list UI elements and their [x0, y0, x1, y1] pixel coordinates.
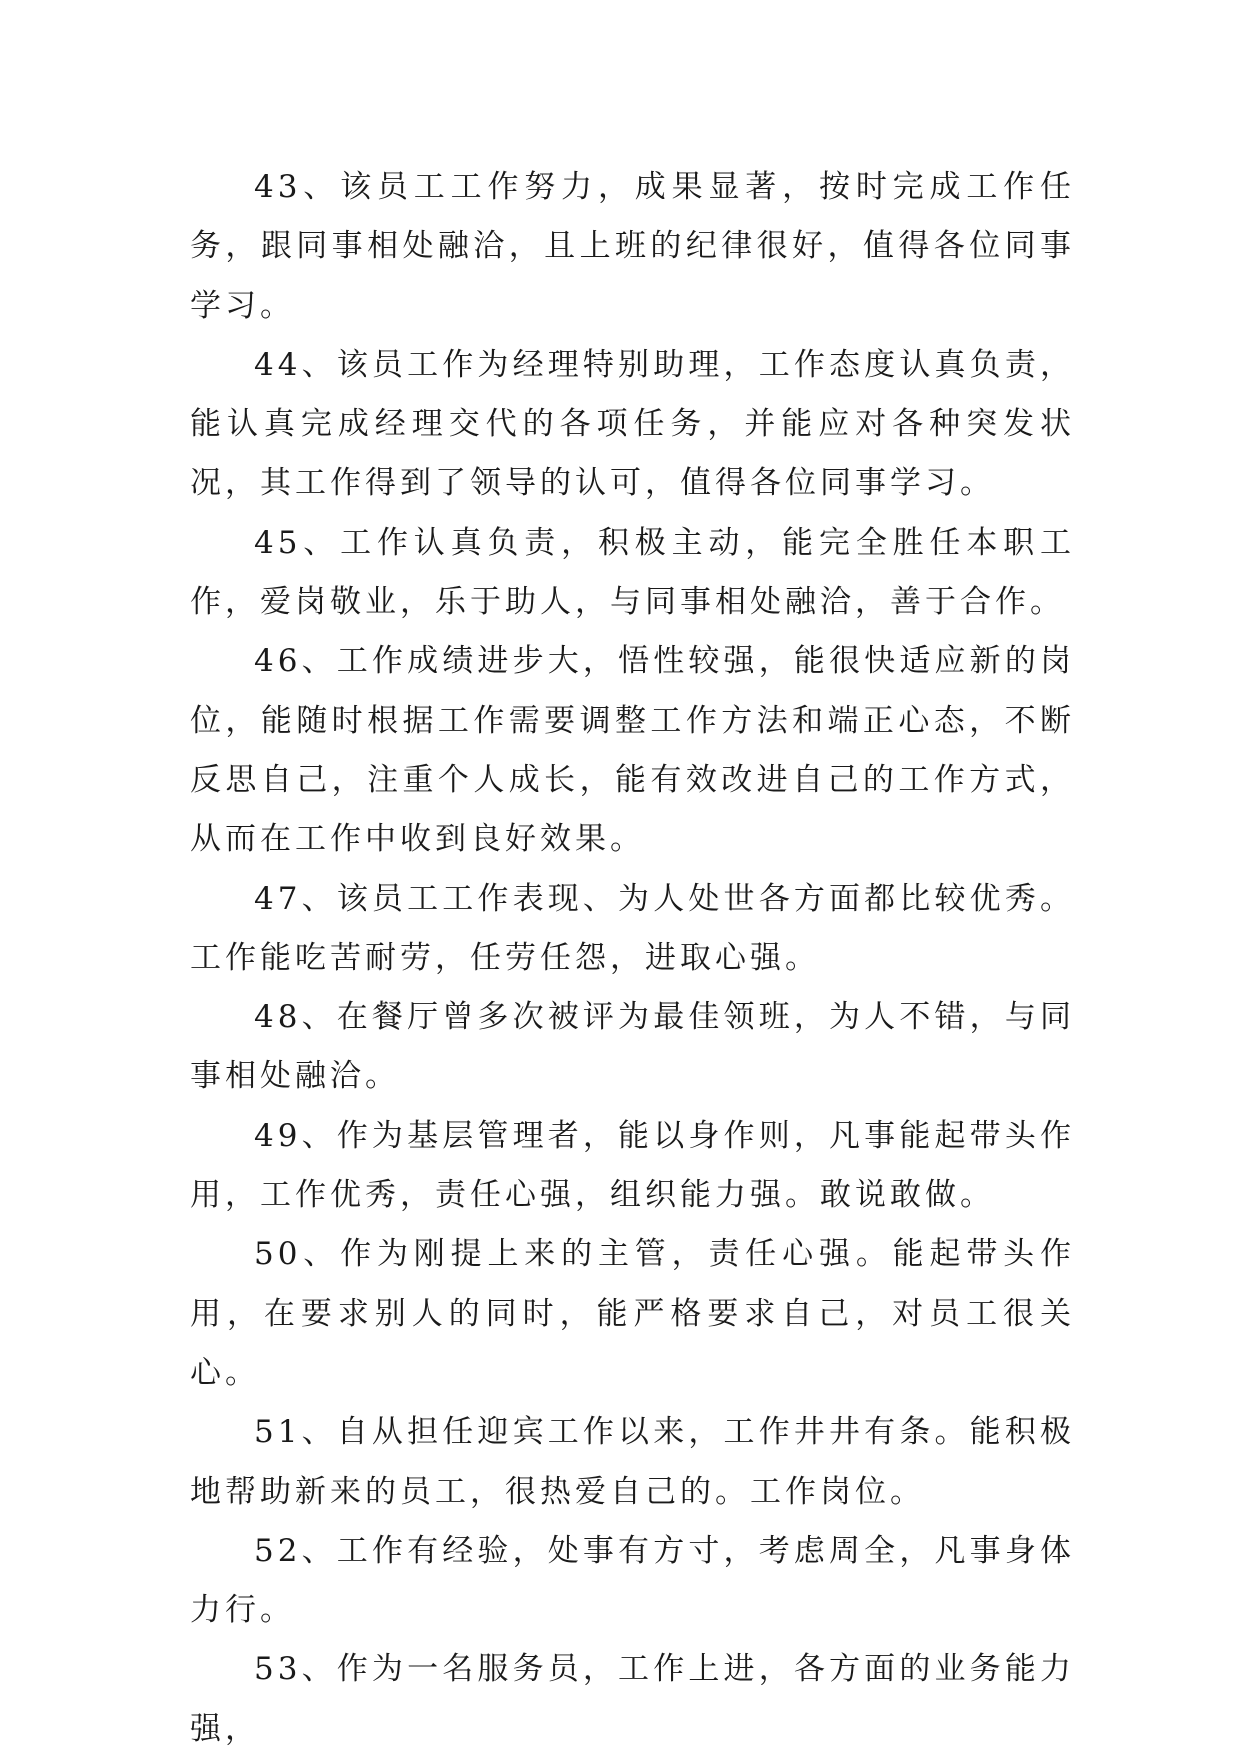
- document-body: [190, 158, 1075, 1759]
- paragraph-53: 53、作为一名服务员，工作上进，各方面的业务能力强，: [190, 1651, 1075, 1747]
- paragraph-47: 47、该员工工作表现、为人处世各方面都比较优秀。工作能吃苦耐劳，任劳任怨，进取心强。: [190, 880, 1075, 976]
- paragraph-52: 52、工作有经验，处事有方寸，考虑周全，凡事身体力行。: [190, 1532, 1075, 1629]
- paragraph-44: 44、该员工作为经理特别助理，工作态度认真负责，能认真完成经理交代的各项任务，并能应对各种突发状况，其工作得到了领导的认可，值得各位同事学习。: [190, 346, 1075, 502]
- paragraph-46: 46、工作成绩进步大，悟性较强，能很快适应新的岗位，能随时根据工作需要调整工作方法和端正心态，不断反思自己，注重个人成长，能有效改进自己的工作方式，从而在工作中收到良好效果。: [190, 643, 1075, 858]
- paragraph-49: 49、作为基层管理者，能以身作则，凡事能起带头作用，工作优秀，责任心强，组织能力强。敢说敢做。: [190, 1117, 1075, 1214]
- paragraph-48: 48、在餐厅曾多次被评为最佳领班，为人不错，与同事相处融洽。: [190, 999, 1075, 1095]
- paragraph-43: 43、该员工工作努力，成果显著，按时完成工作任务，跟同事相处融洽，且上班的纪律很好，值得各位同事学习。: [190, 169, 1075, 324]
- paragraph-51: 51、自从担任迎宾工作以来，工作井井有条。能积极地帮助新来的员工，很热爱自己的。工作岗位。: [190, 1414, 1075, 1510]
- paragraph-45: 45、工作认真负责，积极主动，能完全胜任本职工作，爱岗敬业，乐于助人，与同事相处融洽，善于合作。: [190, 524, 1075, 621]
- paragraph-50: 50、作为刚提上来的主管，责任心强。能起带头作用，在要求别人的同时，能严格要求自己，对员工很关心。: [190, 1236, 1075, 1391]
